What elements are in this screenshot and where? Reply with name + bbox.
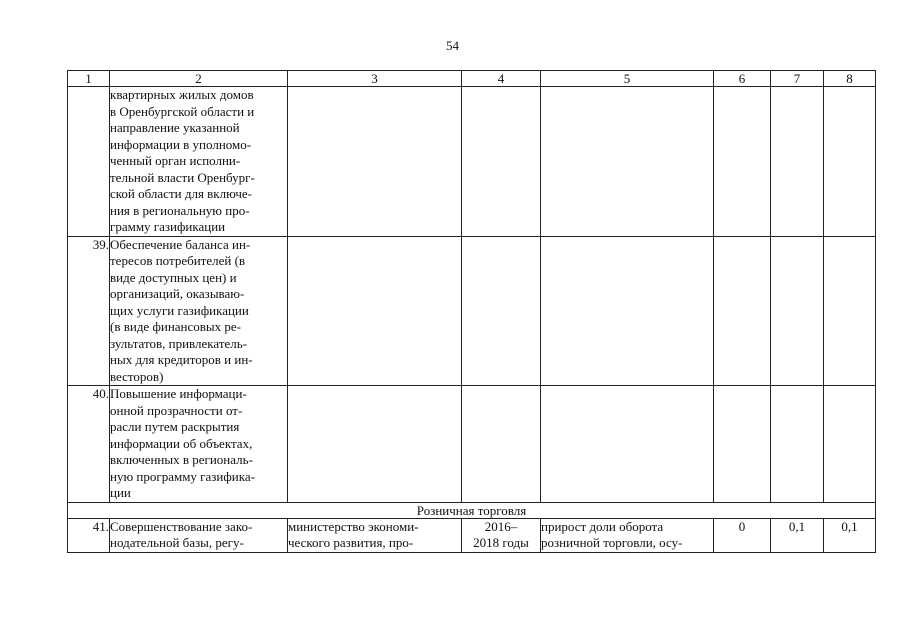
text-line: ных для кредиторов и ин-: [110, 352, 253, 367]
empty-cell: [462, 236, 541, 386]
text-line: информации в уполномо-: [110, 136, 252, 152]
table-row-continuation: [68, 87, 876, 237]
header-cell-6: 6: [714, 71, 771, 87]
period-cell: [462, 518, 541, 552]
section-row: [68, 502, 876, 518]
text-line: тельной власти Оренбург-: [110, 169, 255, 185]
text-line: ской области для включе-: [110, 186, 252, 201]
text-line: (в виде финансовых ре-: [110, 319, 242, 334]
section-title: Розничная торговля: [68, 502, 876, 518]
text-line: направление указанной: [110, 120, 240, 135]
text-line: прирост доли оборота: [541, 518, 664, 534]
empty-cell: [288, 87, 462, 237]
text-line: розничной торговли, осу-: [541, 535, 683, 550]
table-row-39: [68, 236, 876, 386]
text-line: информации об объектах,: [110, 435, 253, 451]
text-line: весторов): [110, 368, 164, 384]
empty-cell: [714, 87, 771, 237]
empty-cell: [288, 386, 462, 503]
text-line: Обеспечение баланса ин-: [110, 236, 251, 252]
text-line: ния в региональную про-: [110, 202, 250, 218]
text-line: квартирных жилых домов: [110, 87, 254, 102]
text-line: организаций, оказываю-: [110, 286, 245, 301]
measure-description-cell: [110, 87, 288, 237]
empty-cell: [771, 386, 824, 503]
table-row-40: [68, 386, 876, 503]
empty-cell: [462, 87, 541, 237]
responsible-executor-cell: [288, 518, 462, 552]
table-row-41: [68, 518, 876, 552]
empty-cell: [541, 236, 714, 386]
header-row: [68, 71, 876, 87]
text-line: ную программу газифика-: [110, 468, 255, 484]
header-cell-3: 3: [288, 71, 462, 87]
text-line: зультатов, привлекатель-: [110, 335, 248, 351]
text-line: 2016–: [484, 518, 518, 534]
empty-cell: [824, 386, 876, 503]
measure-description-cell: [110, 236, 288, 386]
empty-cell: [714, 386, 771, 503]
value-cell-6: 0: [714, 518, 771, 552]
value-cell-7: 0,1: [771, 518, 824, 552]
row-number-cell: 41.: [68, 518, 110, 552]
empty-cell: [771, 236, 824, 386]
measure-description-cell: [110, 518, 288, 552]
empty-cell: [541, 386, 714, 503]
text-line: 2018 годы: [473, 535, 529, 550]
text-line: Повышение информаци-: [110, 386, 247, 401]
text-line: онной прозрачности от-: [110, 402, 243, 418]
text-line: включенных в региональ-: [110, 452, 253, 467]
empty-cell: [462, 386, 541, 503]
empty-cell: [771, 87, 824, 237]
empty-cell: [824, 87, 876, 237]
empty-cell: [288, 236, 462, 386]
text-line: щих услуги газификации: [110, 302, 249, 318]
header-cell-8: 8: [824, 71, 876, 87]
header-cell-4: 4: [462, 71, 541, 87]
value-cell-8: 0,1: [824, 518, 876, 552]
row-number-cell: 40.: [68, 386, 110, 503]
header-cell-1: 1: [68, 71, 110, 87]
measures-table: [67, 70, 876, 553]
measure-description-cell: [110, 386, 288, 503]
empty-cell: [824, 236, 876, 386]
text-line: ции: [110, 485, 131, 500]
text-line: ченный орган исполни-: [110, 153, 241, 168]
header-cell-7: 7: [771, 71, 824, 87]
row-number-cell: [68, 87, 110, 237]
text-line: расли путем раскрытия: [110, 419, 240, 434]
row-number-cell: 39.: [68, 236, 110, 386]
text-line: Совершенствование зако-: [110, 518, 253, 534]
indicator-cell: [541, 518, 714, 552]
empty-cell: [541, 87, 714, 237]
text-line: в Оренбургской области и: [110, 103, 255, 119]
text-line: виде доступных цен) и: [110, 269, 237, 285]
text-line: нодательной базы, регу-: [110, 535, 244, 550]
text-line: министерство экономи-: [288, 518, 419, 534]
text-line: грамму газификации: [110, 219, 226, 234]
text-line: тересов потребителей (в: [110, 253, 246, 268]
header-cell-2: 2: [110, 71, 288, 87]
empty-cell: [714, 236, 771, 386]
header-cell-5: 5: [541, 71, 714, 87]
text-line: ческого развития, про-: [288, 535, 414, 550]
page-number: 54: [446, 38, 459, 53]
